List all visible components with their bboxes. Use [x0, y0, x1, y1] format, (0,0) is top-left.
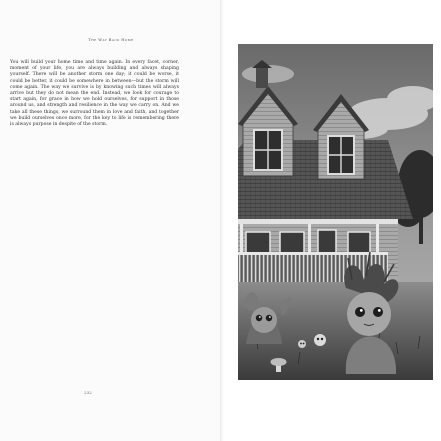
page-number: 232 — [84, 390, 92, 395]
right-creature — [344, 252, 398, 374]
small-creature-1 — [314, 334, 326, 346]
small-creature-2 — [298, 340, 306, 348]
right-page — [224, 0, 441, 441]
body-paragraph: You will build your home time and time again. In every facet, corner, moment of your life, you are always building and always shaping yourself. There will be another storm one day; it could be worse, it could be better, it could be somewhere in between—but the storm will come again. The way we survive is by knowing such times will always arrive but they do not mean the end. Instead, we look for courage to start again, for grace in how we hold ourselves, for support in those around us, and strength and resilience in the way we carry on. And we take all these things, we surround them in love and faith, and together we build ourselves once more, for the key to life is remembering there is always purpose in despite of the storm. — [10, 60, 179, 128]
running-head: The Way Back Home — [88, 38, 134, 42]
chimney — [256, 68, 268, 88]
house-with-creatures-illustration — [238, 44, 433, 380]
